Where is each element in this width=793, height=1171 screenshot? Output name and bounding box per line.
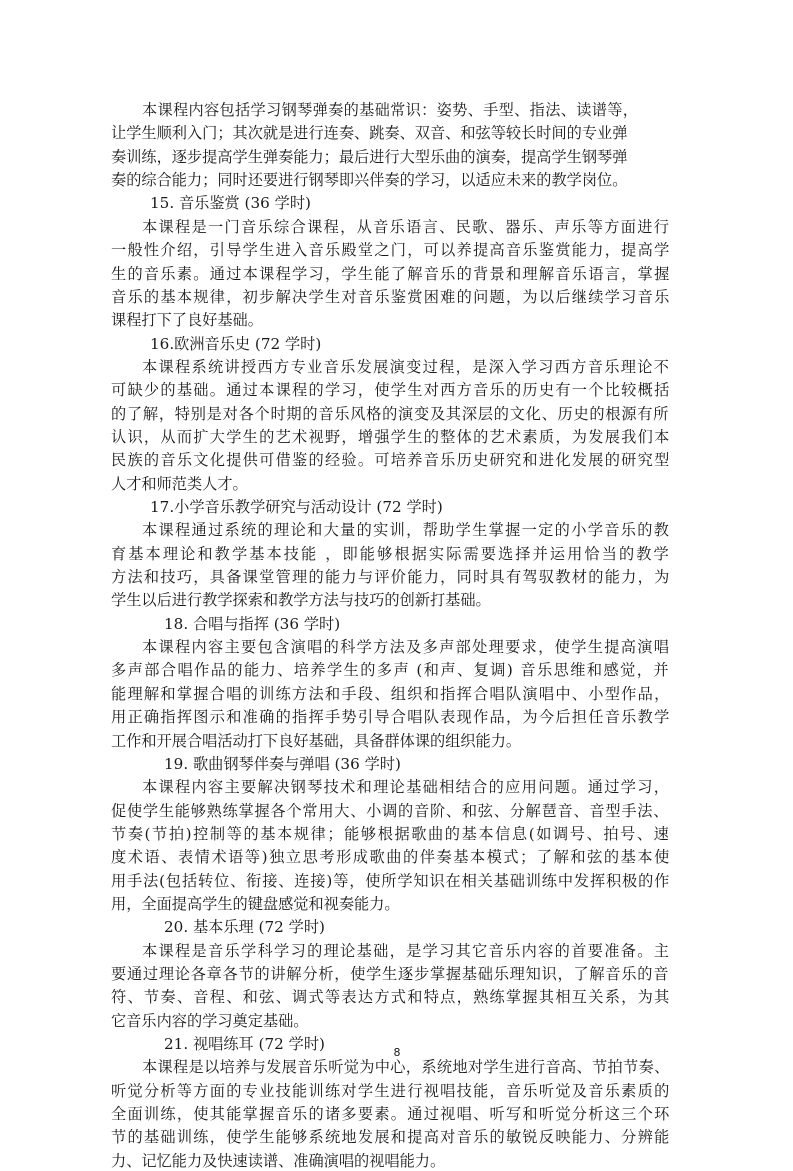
text-line: 度术语、表情术语等)独立思考形成歌曲的伴奏基本模式；了解和弦的基本使 bbox=[111, 848, 671, 867]
text-line: 要通过理论各章各节的讲解分析，使学生逐步掌握基础乐理知识，了解音乐的音 bbox=[111, 965, 670, 983]
text-line: 本课程是音乐学科学习的理论基础，是学习其它音乐内容的首要准备。主 bbox=[142, 941, 671, 960]
section-heading: 19. 歌曲钢琴伴奏与弹唱 (36 学时) bbox=[164, 754, 401, 773]
text-line: 音乐的基本规律，初步解决学生对音乐鉴赏困难的问题，为以后继续学习音乐 bbox=[111, 287, 671, 306]
text-line: 用，全面提高学生的键盘感觉和视奏能力。 bbox=[111, 894, 400, 913]
text-line: 民族的音乐文化提供可借鉴的经验。可培养音乐历史研究和进化发展的研究型 bbox=[111, 451, 671, 470]
section-heading: 17.小学音乐教学研究与活动设计 (72 学时) bbox=[150, 498, 443, 516]
text-line: 符、节奏、音程、和弦、调式等表达方式和特点，熟练掌握其相互关系，为其 bbox=[111, 988, 671, 1007]
text-line: 让学生顺利入门；其次就是进行连奏、跳奏、双音、和弦等较长时间的专业弹 bbox=[111, 124, 628, 143]
text-line: 奏的综合能力；同时还要进行钢琴即兴伴奏的学习，以适应未来的教学岗位。 bbox=[111, 171, 628, 190]
text-line: 一般性介绍，引导学生进入音乐殿堂之门，可以养提高音乐鉴赏能力，提高学 bbox=[111, 241, 671, 260]
text-line: 课程打下了良好基础。 bbox=[111, 311, 263, 330]
text-line: 本课程内容主要包含演唱的科学方法及多声部处理要求，使学生提高演唱 bbox=[142, 638, 671, 657]
text-line: 工作和开展合唱活动打下良好基础，具备群体课的组织能力。 bbox=[111, 731, 522, 750]
text-line: 奏训练，逐步提高学生弹奏能力；最后进行大型乐曲的演奏，提高学生钢琴弹 bbox=[111, 147, 628, 166]
text-line: 的了解，特别是对各个时期的音乐风格的演变及其深层的文化、历史的根源有所 bbox=[111, 404, 670, 423]
text-line: 听觉分析等方面的专业技能训练对学生进行视唱技能，音乐听觉及音乐素质的 bbox=[111, 1081, 671, 1100]
text-line: 用手法(包括转位、衔接、连接)等，使所学知识在相关基础训练中发挥积极的作 bbox=[111, 871, 671, 890]
section-heading: 21. 视唱练耳 (72 学时) bbox=[164, 1035, 325, 1053]
text-line: 可缺少的基础。通过本课程的学习，使学生对西方音乐的历史有一个比较概括 bbox=[111, 381, 671, 400]
text-line: 促使学生能够熟练掌握各个常用大、小调的音阶、和弦、分解琶音、音型手法、 bbox=[111, 801, 670, 820]
text-line: 认识，从而扩大学生的艺术视野，增强学生的整体的艺术素质，为发展我们本 bbox=[111, 427, 671, 446]
section-heading: 16.欧洲音乐史 (72 学时) bbox=[150, 334, 322, 353]
text-line: 节奏(节拍)控制等的基本规律；能够根据歌曲的基本信息(如调号、拍号、速 bbox=[111, 824, 671, 843]
text-line: 方法和技巧，具备课堂管理的能力与评价能力，同时具有驾驭教材的能力，为 bbox=[111, 568, 671, 586]
text-line: 本课程是一门音乐综合课程，从音乐语言、民歌、器乐、声乐等方面进行 bbox=[142, 217, 671, 236]
section-heading: 18. 合唱与指挥 (36 学时) bbox=[164, 614, 341, 633]
text-line: 节的基础训练，使学生能够系统地发展和提高对音乐的敏锐反映能力、分辨能 bbox=[111, 1128, 671, 1147]
text-line: 全面训练，使其能掌握音乐的诸多要素。通过视唱、听写和听觉分析这三个环 bbox=[111, 1105, 671, 1124]
text-line: 多声部合唱作品的能力、培养学生的多声 (和声、复调) 音乐思维和感觉，并 bbox=[111, 661, 670, 680]
text-line: 本课程内容主要解决钢琴技术和理论基础相结合的应用问题。通过学习， bbox=[142, 778, 671, 797]
text-line: 学生以后进行教学探索和教学方法与技巧的创新打基础。 bbox=[111, 591, 491, 610]
text-line: 育基本理论和教学基本技能 ，即能够根据实际需要选择并运用恰当的教学 bbox=[111, 544, 671, 563]
text-line: 用正确指挥图示和准确的指挥手势引导合唱队表现作品，为今后担任音乐教学 bbox=[111, 708, 671, 727]
section-heading: 20. 基本乐理 (72 学时) bbox=[164, 918, 325, 937]
text-line: 力、记忆能力及快速读谱、准确演唱的视唱能力。 bbox=[111, 1151, 446, 1170]
text-line: 能理解和掌握合唱的训练方法和手段、组织和指挥合唱队演唱中、小型作品， bbox=[111, 684, 671, 703]
text-line: 它音乐内容的学习奠定基础。 bbox=[111, 1011, 309, 1030]
text-line: 本课程系统讲授西方专业音乐发展演变过程，是深入学习西方音乐理论不 bbox=[142, 357, 671, 376]
section-heading: 15. 音乐鉴赏 (36 学时) bbox=[150, 194, 311, 213]
text-line: 本课程是以培养与发展音乐听觉为中心，系统地对学生进行音高、节拍节奏、 bbox=[142, 1058, 670, 1077]
text-line: 本课程内容包括学习钢琴弹奏的基础常识：姿势、手型、指法、读谱等， bbox=[142, 101, 639, 119]
text-line: 本课程通过系统的理论和大量的实训，帮助学生掌握一定的小学音乐的教 bbox=[142, 521, 671, 540]
text-line: 人才和师范类人才。 bbox=[111, 474, 248, 493]
text-line: 生的音乐素。通过本课程学习，学生能了解音乐的背景和理解音乐语言，掌握 bbox=[111, 264, 671, 283]
page-number: 8 bbox=[393, 1046, 401, 1059]
